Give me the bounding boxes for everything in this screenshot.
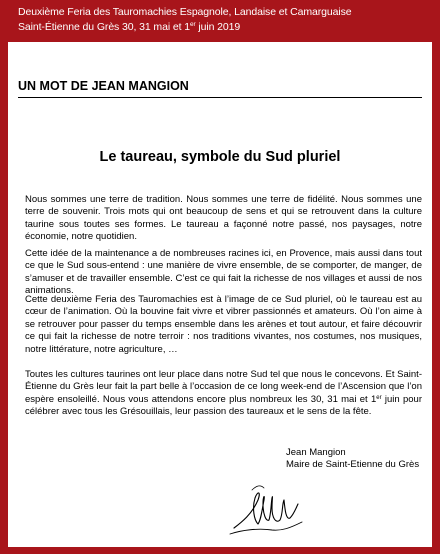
article-paragraph-4-end: juin pour célébrer avec tous les Grésouillais, leur passion des taureaux et le sens de la fête. [25,393,423,418]
article-title: Le taureau, symbole du Sud pluriel [99,149,341,165]
signature-flourish [252,486,264,490]
event-dates-end: juin 2019 [195,21,241,33]
event-dates-ordinal: er [190,21,196,28]
event-dates [18,20,440,35]
section-title: UN MOT DE JEAN MANGION [18,79,189,93]
event-dates-main: Saint-Étienne du Grès 30, 31 mai et 1 [18,21,190,33]
signature-stroke-main [234,493,298,528]
signature-underline [230,522,302,534]
article-paragraph-4 [25,369,422,419]
signatory-role: Maire de Saint-Etienne du Grès [286,459,420,471]
handwritten-signature-icon [228,470,308,540]
article-paragraph-1: Nous sommes une terre de tradition. Nous sommes une terre de fidélité. Nous sommes une terre de souvenir. Trois mots qui ont beaucoup de sens et qui se retrouvent dans la culture taurine sous toutes ses formes. Le taureau a façonné notre passé, nos paysages, notre économie, notre quotidien. [25,194,422,243]
event-header [0,0,440,38]
article-paragraph-2: Cette idée de la maintenance a de nombreuses racines ici, en Provence, mais aussi dans tout ce que le Sud sous-entend : une manière de vivre ensemble, de se comporter, de manger, de s’amuser et de travailler ensemble. C’est ce qui fait la richesse de nos villages et aussi de nos animations. [25,248,422,297]
event-title: Deuxième Feria des Tauromachies Espagnole, Landaise et Camarguaise [18,6,352,18]
signatory-block [286,447,419,472]
article-paragraph-4-ordinal: er [376,394,382,401]
signatory-name: Jean Mangion [286,447,346,458]
article-paragraph-3: Cette deuxième Feria des Tauromachies est à l’image de ce Sud pluriel, où le taureau est au cœur de l’animation. Où la bouvine fait vivre et vibrer passionnés et amateurs. Où l’on aime à se retrouver pour passer du temps ensemble dans les arènes et tout autour, et faire découvrir ce qui fait la richesse de notre terroir : nos traditions vivantes, nos costumes, nos musiques, notre littérature, notre agriculture, … [25,294,422,355]
article-paragraph-4-main: Toutes les cultures taurines ont leur place dans notre Sud tel que nous le concevons. Et Saint-Étienne du Grès leur fait la part belle à l’occasion de ce long week-end de l’Ascension que l’on espère ensoleillé. Nous vous attendons encore plus nombreux les 30, 31 mai et 1 [25,369,422,405]
document-page [8,42,432,547]
section-divider [18,97,422,98]
